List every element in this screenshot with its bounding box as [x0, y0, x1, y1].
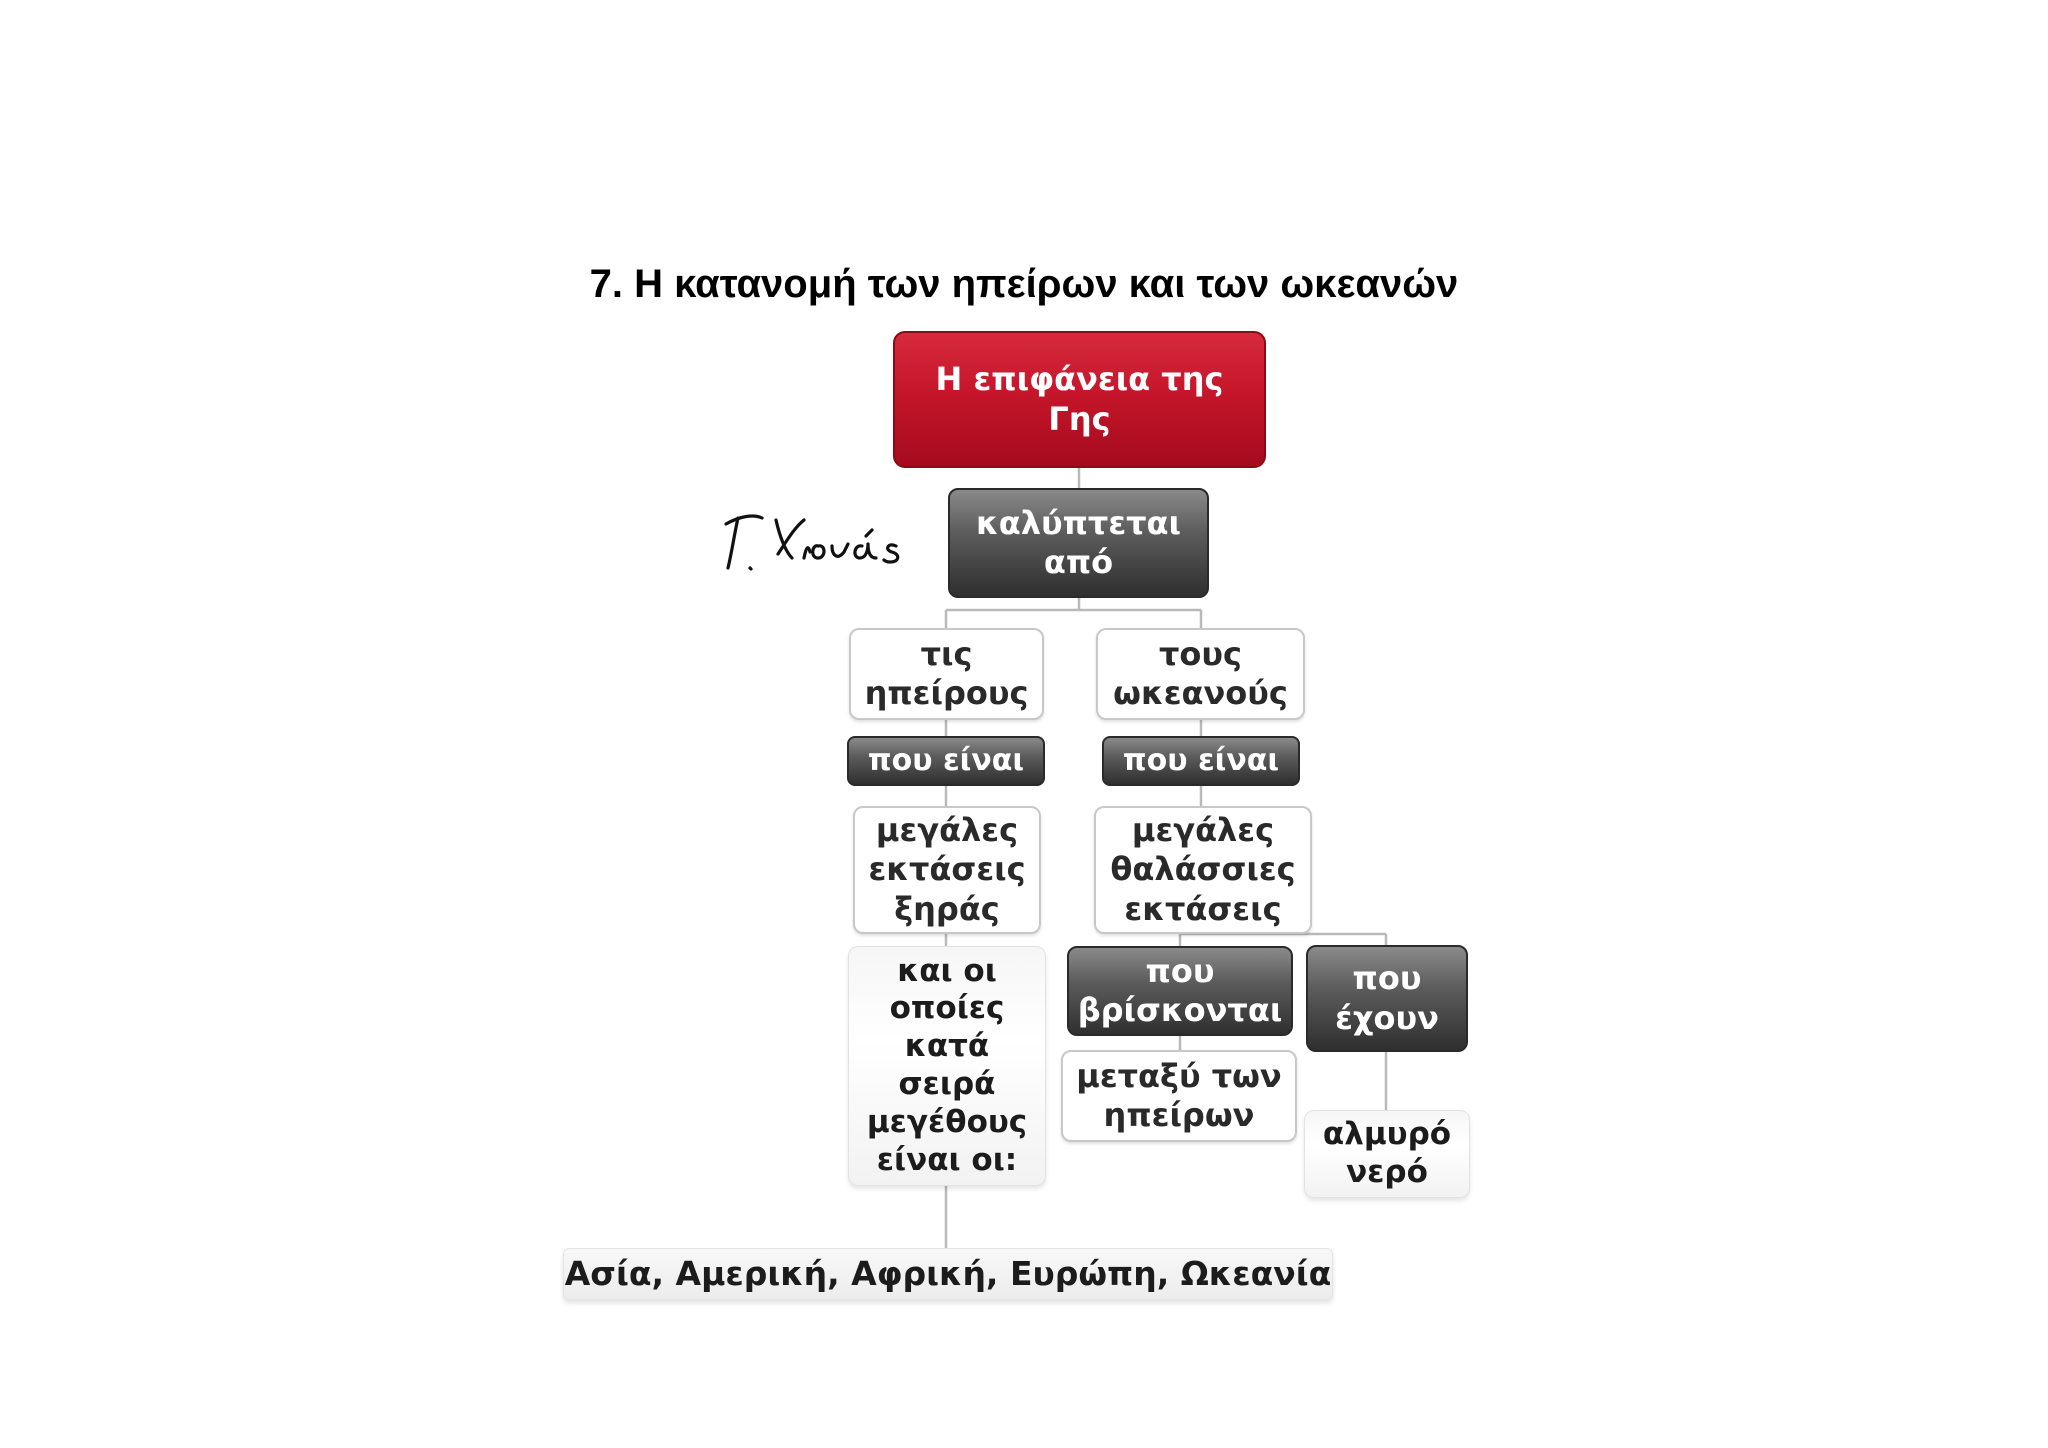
node-covered-by: καλύπτεται από	[948, 488, 1209, 598]
node-located: που βρίσκονται	[1067, 946, 1293, 1036]
node-large-sea-areas: μεγάλες θαλάσσιες εκτάσεις	[1094, 806, 1312, 934]
node-oceans-which-are: που είναι	[1102, 736, 1300, 786]
node-continent-list: Ασία, Αμερική, Αφρική, Ευρώπη, Ωκεανία	[563, 1248, 1333, 1300]
root-node-earth-surface: Η επιφάνεια της Γης	[893, 331, 1266, 468]
node-oceans: τους ωκεανούς	[1096, 628, 1305, 720]
node-have: που έχουν	[1306, 945, 1468, 1052]
node-continents-which-are: που είναι	[847, 736, 1045, 786]
page-title: 7. Η κατανομή των ηπείρων και των ωκεανών	[589, 262, 1459, 306]
node-between-continents: μεταξύ των ηπείρων	[1061, 1050, 1297, 1142]
node-salt-water: αλμυρό νερό	[1304, 1110, 1470, 1198]
node-large-land-areas: μεγάλες εκτάσεις ξηράς	[853, 806, 1041, 934]
node-continents: τις ηπείρους	[849, 628, 1044, 720]
node-in-order-of-size: και οι οποίες κατά σειρά μεγέθους είναι οι:	[848, 946, 1046, 1186]
